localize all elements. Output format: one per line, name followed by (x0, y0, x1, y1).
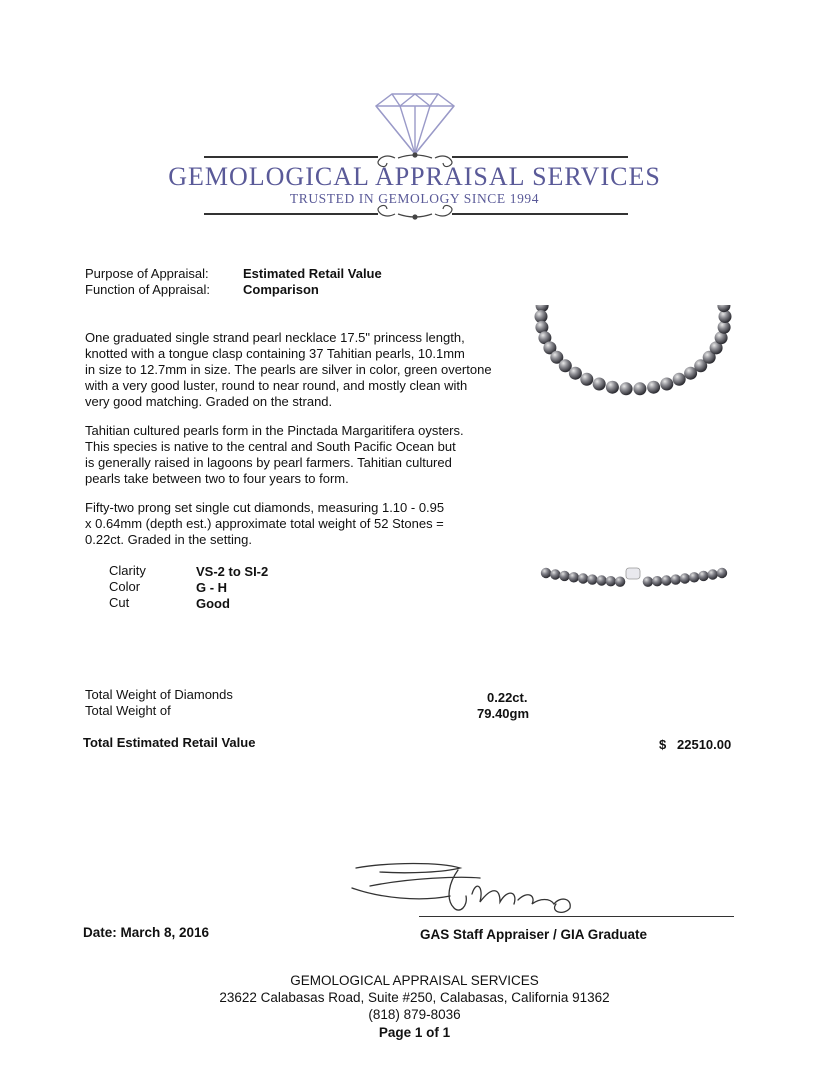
pearl (698, 571, 708, 581)
pearl (689, 572, 699, 582)
function-label: Function of Appraisal: (85, 282, 211, 297)
purpose-value: Estimated Retail Value (243, 266, 382, 281)
description-paragraph-1 (85, 330, 525, 410)
description-line: One graduated single strand pearl necklace 17.5" princess length, (85, 330, 465, 345)
header-rule-left-top (204, 156, 378, 158)
pearl (717, 568, 727, 578)
page-number: Page 1 of 1 (378, 1025, 451, 1040)
description-paragraph-3 (85, 500, 525, 548)
description-line: is generally raised in lagoons by pearl farmers. Tahitian cultured (85, 455, 452, 470)
currency-symbol: $ (659, 737, 667, 752)
appraisal-date: Date: March 8, 2016 (83, 925, 210, 940)
description-line: knotted with a tongue clasp containing 37 Tahitian pearls, 10.1mm (85, 346, 465, 361)
clarity-value: VS-2 to SI-2 (196, 564, 269, 579)
total-weight-label: Total Weight of (85, 703, 171, 718)
description-line: in size to 12.7mm in size. The pearls are silver in color, green overtone (85, 362, 492, 377)
header-rule-right-top (452, 156, 628, 158)
total-diamond-weight-label: Total Weight of Diamonds (85, 687, 233, 702)
total-retail-value-amount: 22510.00 (677, 737, 732, 752)
pearl (606, 381, 619, 394)
purpose-label: Purpose of Appraisal: (85, 266, 209, 281)
clarity-label: Clarity (109, 563, 146, 578)
pearl (660, 378, 673, 391)
pearl (671, 574, 681, 584)
total-weight-value: 79.40gm (477, 706, 530, 721)
pearl (647, 381, 660, 394)
description-line: very good matching. Graded on the strand. (85, 394, 333, 409)
pearl (652, 576, 662, 586)
signature-line (419, 916, 734, 917)
company-logo (0, 88, 829, 228)
pearl (620, 382, 633, 395)
pearl (550, 569, 560, 579)
pearl (661, 575, 671, 585)
pearl (615, 577, 625, 587)
color-value: G - H (196, 580, 228, 595)
appraiser-signature (350, 858, 650, 922)
pearl (578, 573, 588, 583)
pearl-strand-clasp-image (538, 555, 730, 595)
cut-value: Good (196, 596, 230, 611)
total-diamond-weight-value: 0.22ct. (487, 690, 528, 705)
pearl (559, 571, 569, 581)
pearl (633, 382, 646, 395)
header-rule-left-bottom (204, 213, 378, 215)
pearl (673, 373, 686, 386)
total-retail-value-label: Total Estimated Retail Value (83, 735, 256, 750)
pearl (708, 569, 718, 579)
header-rule-right-bottom (452, 213, 628, 215)
diamond-outline-icon (0, 88, 829, 228)
pearl (606, 576, 616, 586)
description-line: Fifty-two prong set single cut diamonds, measuring 1.10 - 0.95 (85, 500, 445, 515)
description-line: This species is native to the central and South Pacific Ocean but (85, 439, 456, 454)
pearl-necklace-image (528, 305, 738, 405)
pearl (680, 573, 690, 583)
footer-phone: (818) 879-8036 (368, 1007, 461, 1022)
cut-label: Cut (109, 595, 130, 610)
pearl (580, 373, 593, 386)
appraiser-title: GAS Staff Appraiser / GIA Graduate (420, 927, 648, 942)
description-paragraph-2 (85, 423, 525, 487)
description-line: with a very good luster, round to near round, and mostly clean with (85, 378, 468, 393)
pearl (587, 574, 597, 584)
function-value: Comparison (243, 282, 319, 297)
pearl (596, 575, 606, 585)
footer-address: 23622 Calabasas Road, Suite #250, Calabasas, California 91362 (219, 990, 610, 1005)
pearl (569, 572, 579, 582)
pearl (593, 378, 606, 391)
description-line: pearls take between two to four years to form. (85, 471, 349, 486)
clasp-icon (626, 568, 640, 579)
color-label: Color (109, 579, 141, 594)
pearl (541, 568, 551, 578)
description-line: 0.22ct. Graded in the setting. (85, 532, 252, 547)
footer-company: GEMOLOGICAL APPRAISAL SERVICES (290, 973, 539, 988)
pearl (569, 367, 582, 380)
pearl (643, 577, 653, 587)
company-name: GEMOLOGICAL APPRAISAL SERVICES (168, 162, 661, 191)
company-tagline: TRUSTED IN GEMOLOGY SINCE 1994 (289, 191, 540, 206)
description-line: x 0.64mm (depth est.) approximate total weight of 52 Stones = (85, 516, 444, 531)
description-line: Tahitian cultured pearls form in the Pinctada Margaritifera oysters. (85, 423, 464, 438)
